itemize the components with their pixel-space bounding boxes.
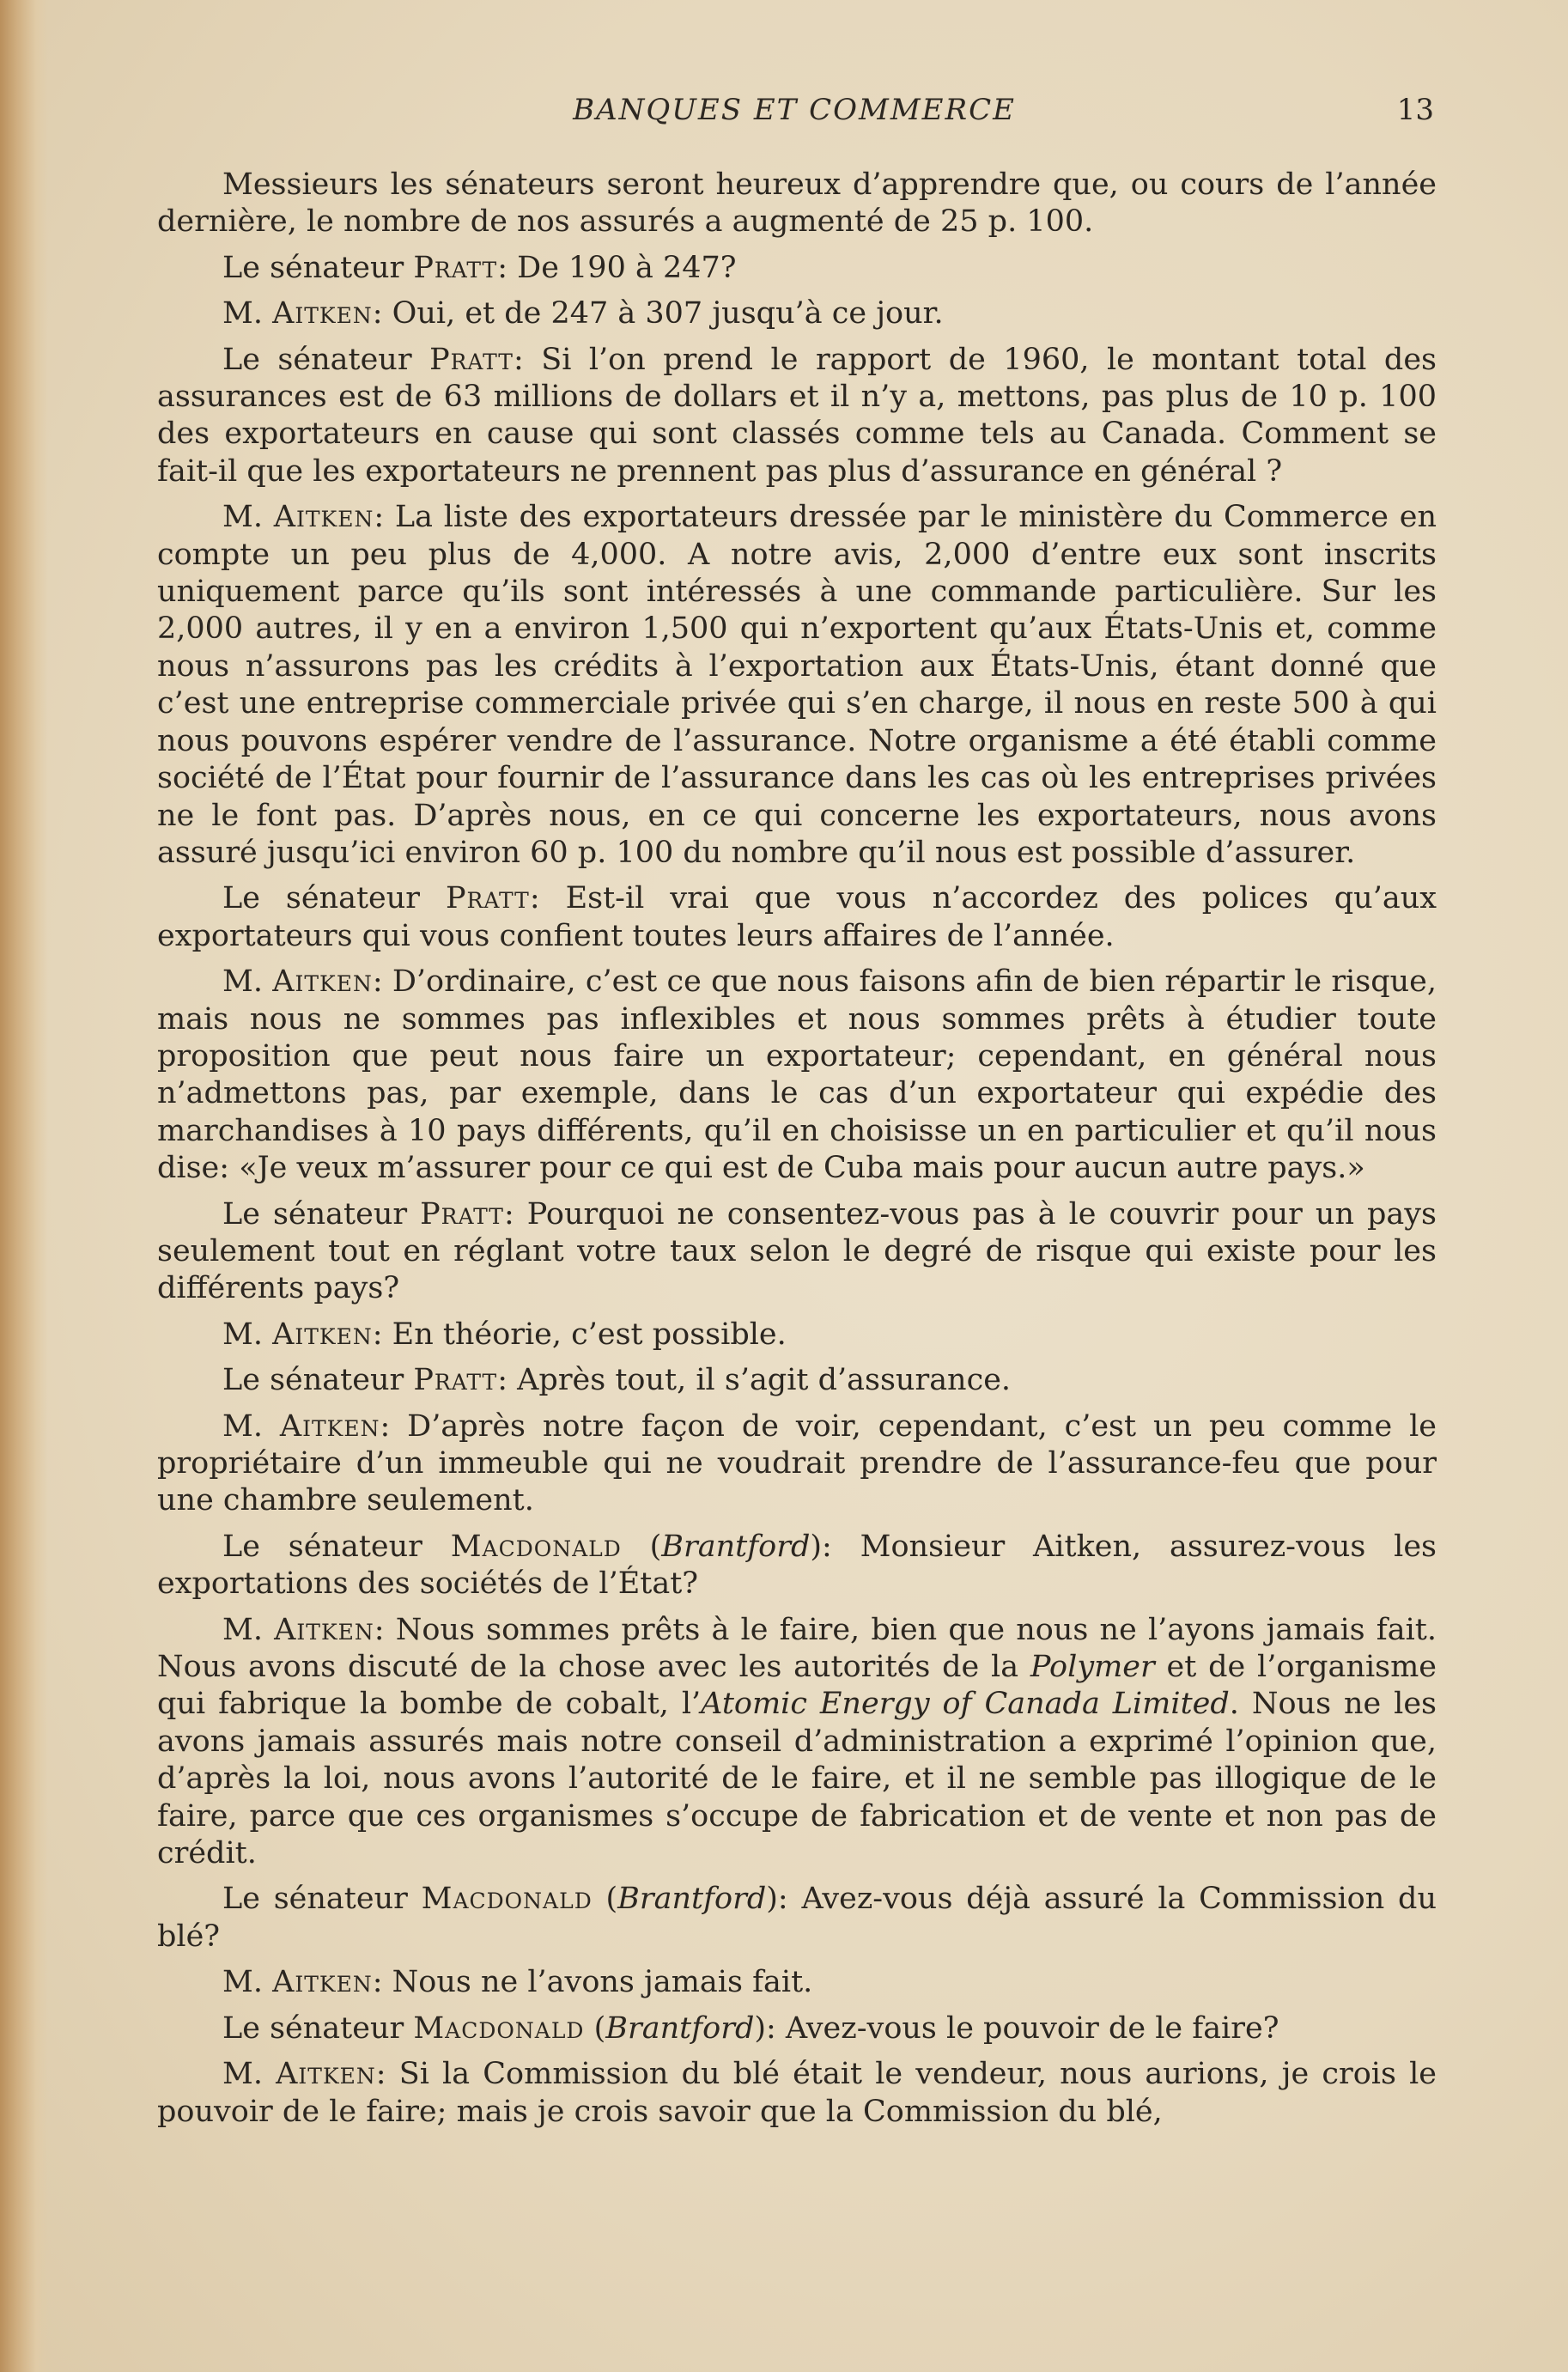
paragraph-text: : D’ordinaire, c’est ce que nous faisons afin de bien répartir le risque, mais nous ne sommes pas inflexibles et nous sommes prêts à étudier toute proposition que peut nous faire un exportateur; cependant, en général nous n’admettons pas, par exemple, dans le cas d’un exportateur qui expédie des marchandises à 10 pays différents, qu’il en choisisse un en particulier et qu’il nous dise: «Je veux m’assurer pour ce qui est de Cuba mais pour aucun autre pays.»: [157, 964, 1437, 1186]
paragraph: [157, 250, 1437, 287]
paragraph: [157, 295, 1437, 332]
page-binding-edge: [0, 0, 48, 2372]
paragraph: [157, 342, 1437, 491]
paragraph-text: Le sénateur: [222, 2010, 414, 2046]
paragraph-text: (: [592, 1882, 618, 1917]
speaker-name: Aitken: [276, 2057, 376, 2092]
page-number: 13: [1396, 93, 1434, 127]
paragraph-text: M.: [222, 296, 273, 331]
speaker-name: Macdonald: [413, 2010, 585, 2046]
paragraph-text: : La liste des exportateurs dressée par le ministère du Commerce en compte un peu plus de 4,000. A notre avis, 2,000 d’entre eux sont inscrits uniquement parce qu’ils sont intéressés à une commande particulière. Sur les 2,000 autres, il y en a environ 1,500 qui n’exportent qu’aux États-Unis et, comme nous n’assurons pas les crédits à l’exportation aux États-Unis, étant donné que c’est une entreprise commerciale privée qui s’en charge, il nous en reste 500 à qui nous pouvons espérer vendre de l’assurance. Notre organisme a été établi comme société de l’État pour fournir de l’assurance dans les cas où les entreprises privées ne le font pas. D’après nous, en ce qui concerne les exportateurs, nous avons assuré jusqu’ici environ 60 p. 100 du nombre qu’il nous est possible d’assurer.: [157, 500, 1437, 870]
speaker-name: Aitken: [272, 296, 373, 331]
paragraph: [157, 964, 1437, 1187]
paragraph: [157, 499, 1437, 872]
paragraph-text: : Nous sommes prêts à le faire, bien que nous ne l’ayons jamais fait. Nous avons discuté de la chose avec les autorités de la: [157, 1612, 1437, 1685]
italic-text: Brantford: [617, 1882, 767, 1917]
paragraph-text: : D’après notre façon de voir, cependant, c’est un peu comme le propriétaire d’un immeuble qui ne voudrait prendre de l’assurance-feu que pour une chambre seulement.: [157, 1408, 1437, 1518]
speaker-name: Pratt: [413, 1363, 498, 1398]
speaker-name: Aitken: [273, 500, 374, 535]
paragraph-text: ): Monsieur Aitken, assurez-vous les exportations des sociétés de l’État?: [157, 1529, 1437, 1602]
paragraph-text: M.: [222, 2057, 277, 2092]
speaker-name: Aitken: [272, 1965, 373, 2000]
paragraph-text: M.: [222, 964, 273, 1000]
paragraph-text: : Oui, et de 247 à 307 jusqu’à ce jour.: [372, 296, 944, 331]
paragraph: [157, 1612, 1437, 1873]
speaker-name: Aitken: [274, 1612, 374, 1647]
paragraph-text: (: [621, 1529, 662, 1564]
paragraph-text: : Pourquoi ne consentez-vous pas à le couvrir pour un pays seulement tout en réglant votre taux selon le degré de risque qui existe pour les différents pays?: [157, 1196, 1437, 1306]
paragraph-text: M.: [222, 1408, 280, 1444]
italic-text: Brantford: [661, 1529, 811, 1564]
speaker-name: Aitken: [279, 1408, 380, 1444]
paragraph-text: Le sénateur: [222, 250, 414, 285]
paragraph-text: : Nous ne l’avons jamais fait.: [372, 1965, 813, 2000]
speaker-name: Pratt: [429, 342, 514, 377]
paragraph-text: Le sénateur: [222, 342, 430, 377]
paragraph-text: M.: [222, 1965, 273, 2000]
running-header: [155, 93, 1434, 136]
paragraph-text: Messieurs les sénateurs seront heureux d’apprendre que, ou cours de l’année dernière, le nombre de nos assurés a augmenté de 25 p. 100.: [157, 167, 1437, 240]
paragraph-text: et de l’organisme qui fabrique la bombe de cobalt, l’: [157, 1650, 1437, 1722]
paragraph: [157, 1881, 1437, 1955]
speaker-name: Pratt: [413, 250, 498, 285]
speaker-name: Macdonald: [450, 1529, 622, 1564]
paragraph-text: Le sénateur: [222, 1882, 422, 1917]
paragraph-text: : Si la Commission du blé était le vendeur, nous aurions, je crois le pouvoir de le faire; mais je crois savoir que la Commission du blé,: [157, 2057, 1437, 2129]
paragraph-text: M.: [222, 1612, 275, 1647]
paragraph: [157, 167, 1437, 241]
running-title: BANQUES ET COMMERCE: [573, 93, 1016, 127]
speaker-name: Pratt: [445, 881, 530, 916]
italic-text: Brantford: [605, 2010, 755, 2046]
italic-text: Atomic Energy of Canada Limited: [701, 1687, 1230, 1722]
paragraph-text: Le sénateur: [222, 1196, 421, 1232]
document-body: [157, 167, 1437, 2139]
paragraph: [157, 880, 1437, 955]
paragraph: [157, 2010, 1437, 2047]
paragraph-text: : Après tout, il s’agit d’assurance.: [497, 1363, 1012, 1398]
paragraph: [157, 1362, 1437, 1399]
paragraph-text: Le sénateur: [222, 1529, 451, 1564]
speaker-name: Aitken: [272, 964, 373, 1000]
speaker-name: Macdonald: [421, 1882, 593, 1917]
paragraph-text: : Est-il vrai que vous n’accordez des polices qu’aux exportateurs qui vous confient toutes leurs affaires de l’année.: [157, 881, 1437, 953]
paragraph-text: ): Avez-vous déjà assuré la Commission du blé?: [157, 1882, 1437, 1954]
paragraph: [157, 1529, 1437, 1603]
paragraph-text: Le sénateur: [222, 881, 446, 916]
paragraph: [157, 1408, 1437, 1520]
paragraph: [157, 1196, 1437, 1308]
paragraph-text: (: [584, 2010, 606, 2046]
paragraph-text: Le sénateur: [222, 1363, 414, 1398]
speaker-name: Pratt: [420, 1196, 504, 1232]
paragraph-text: . Nous ne les avons jamais assurés mais notre conseil d’administration a exprimé l’opinion que, d’après la loi, nous avons l’autorité de le faire, et il ne semble pas illogique de le faire, parce que ces organismes s’occupe de fabrication et de vente et non pas de crédit.: [157, 1687, 1437, 1871]
paragraph-text: : De 190 à 247?: [497, 250, 737, 285]
paragraph-text: : En théorie, c’est possible.: [372, 1317, 787, 1352]
italic-text: Polymer: [1030, 1650, 1155, 1685]
paragraph: [157, 1317, 1437, 1353]
paragraph-text: M.: [222, 1317, 273, 1352]
paragraph: [157, 2056, 1437, 2131]
paragraph: [157, 1964, 1437, 2001]
paragraph-text: ): Avez-vous le pouvoir de le faire?: [754, 2010, 1279, 2046]
paragraph-text: : Si l’on prend le rapport de 1960, le montant total des assurances est de 63 millions de dollars et il n’y a, mettons, pas plus de 10 p. 100 des exportateurs en cause qui sont classés comme tels au Canada. Comment se fait-il que les exportateurs ne prennent pas plus d’assurance en général ?: [157, 342, 1437, 489]
speaker-name: Aitken: [272, 1317, 373, 1352]
paragraph-text: M.: [222, 500, 274, 535]
